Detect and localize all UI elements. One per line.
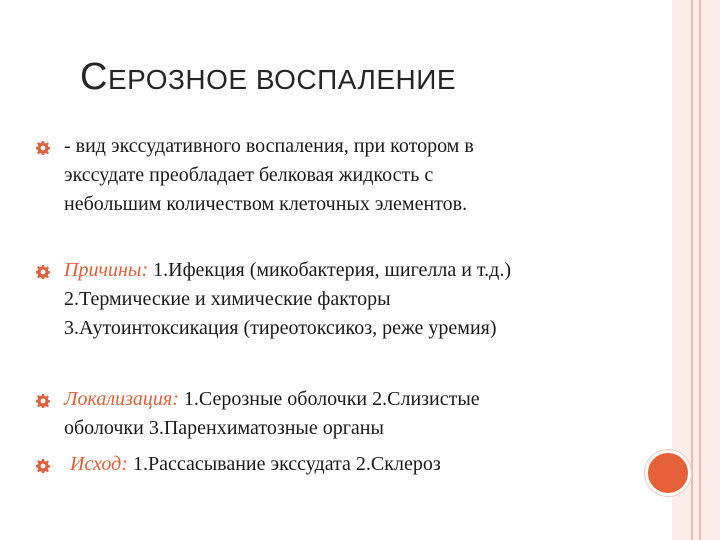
causes-label: Причины:	[64, 259, 149, 281]
decorative-band-line	[699, 0, 701, 540]
bullet-line: оболочки 3.Паренхиматозные органы	[64, 417, 384, 439]
bullet-line: 2.Термические и химические факторы	[64, 288, 391, 310]
bullet-causes	[64, 256, 511, 343]
bullet-definition	[64, 132, 474, 219]
outcome-label: Исход:	[70, 453, 128, 475]
localization-label: Локализация:	[64, 388, 179, 410]
bullet-line	[64, 256, 511, 285]
slide-title	[80, 56, 456, 99]
gear-icon	[36, 394, 50, 408]
gear-icon	[36, 265, 50, 279]
bullet-line: 3.Аутоинтоксикация (тиреотоксикоз, реже уремия)	[64, 317, 497, 339]
decorative-band-line	[691, 0, 693, 540]
decorative-circle	[645, 450, 691, 496]
gear-icon	[36, 459, 50, 473]
title-initial: С	[80, 56, 108, 98]
bullet-localization	[64, 385, 480, 443]
bullet-line: - вид экссудативного воспаления, при котором в	[64, 135, 474, 157]
title-rest: ЕРОЗНОЕ ВОСПАЛЕНИЕ	[107, 64, 457, 95]
outcome-text: 1.Рассасывание экссудата 2.Склероз	[127, 453, 441, 475]
bullet-line	[70, 450, 441, 479]
bullet-line: экссудате преобладает белковая жидкость с	[64, 164, 434, 186]
bullet-line: небольшим количеством клеточных элементов.	[64, 193, 468, 215]
causes-text: 1.Ифекция (микобактерия, шигелла и т.д.)	[148, 259, 512, 281]
localization-text: 1.Серозные оболочки 2.Слизистые	[178, 388, 480, 410]
gear-icon	[36, 141, 50, 155]
bullet-line	[64, 385, 480, 414]
bullet-outcome	[70, 450, 441, 479]
